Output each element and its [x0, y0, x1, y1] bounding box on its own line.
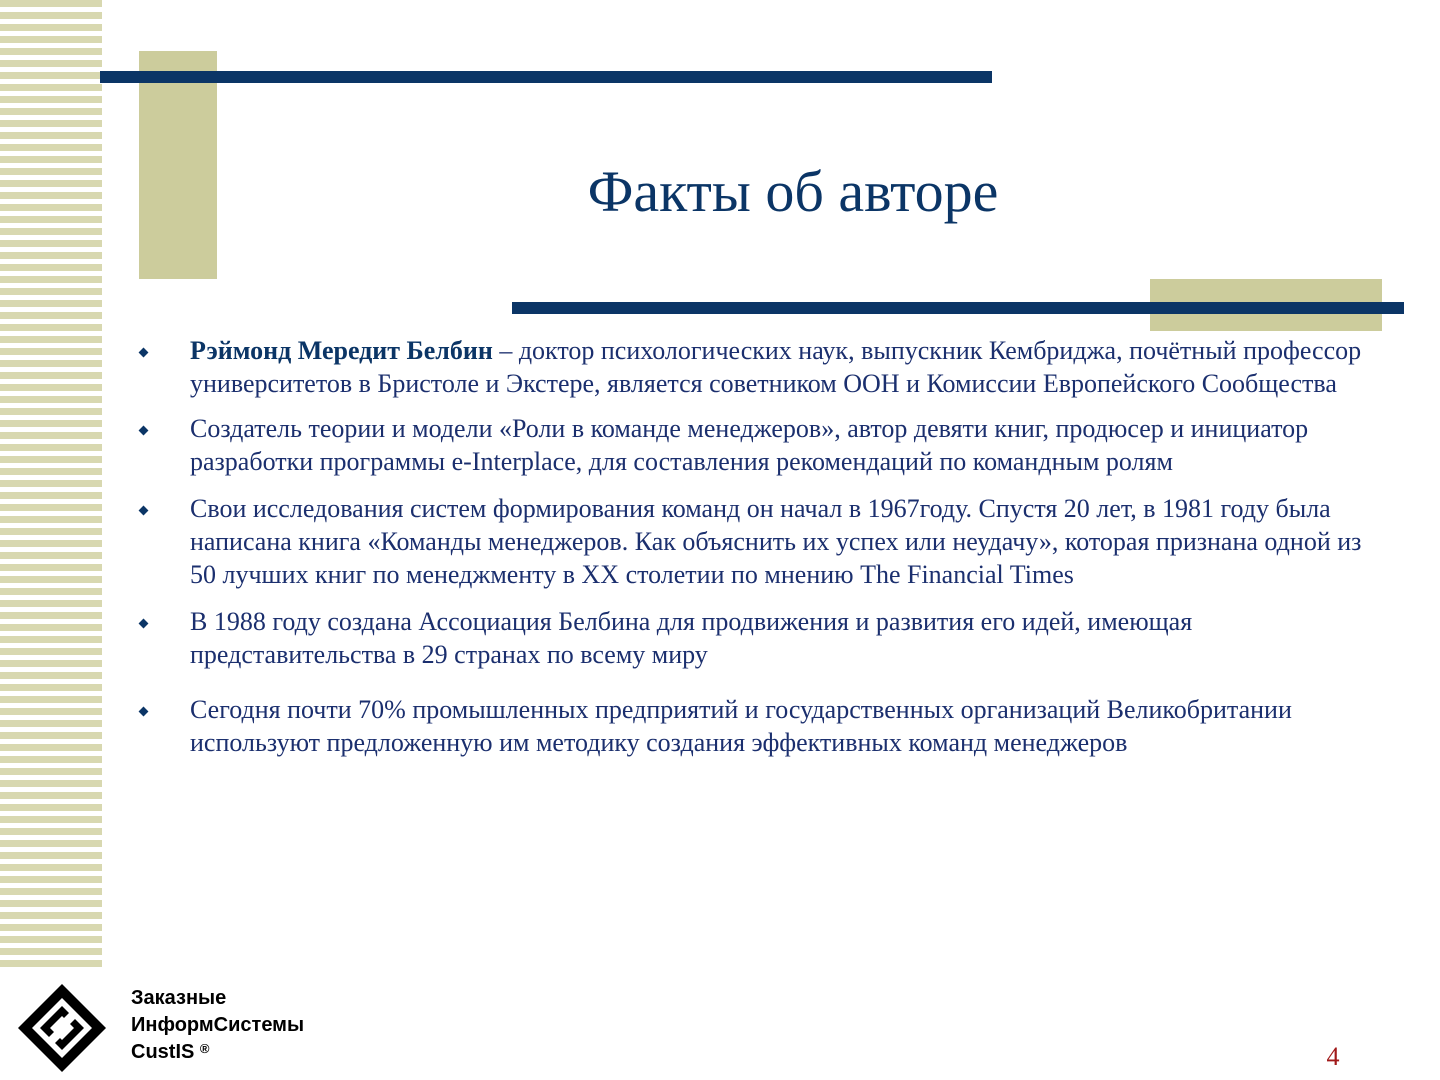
bullet-item	[130, 492, 1380, 591]
bullet-text: Свои исследования систем формирования команд он начал в 1967году. Спустя 20 лет, в 1981 году была написана книга «Команды менеджеров. Как объяснить их успех или неудачу», которая признана одной из 50 лучших книг по менеджменту в XX столетии по мнению The Financial Times	[190, 494, 1362, 589]
decorative-stripes	[0, 0, 102, 970]
company-name-line1: Заказные	[131, 987, 227, 1009]
bullet-item	[130, 334, 1380, 400]
decorative-navy-bar-top	[100, 71, 992, 83]
bullet-item	[130, 412, 1380, 478]
bullet-text: В 1988 году создана Ассоциация Белбина для продвижения и развития его идей, имеющая представительства в 29 странах по всему миру	[190, 607, 1193, 669]
custis-logo-icon	[18, 984, 106, 1072]
company-name-line2: ИнформСистемы	[131, 1014, 305, 1036]
registered-mark: ®	[199, 1041, 210, 1056]
slide-title: Факты об авторе	[587, 159, 999, 224]
decorative-olive-block-top	[139, 51, 217, 279]
diamond-bullet-icon	[139, 348, 149, 358]
bullet-text: Создатель теории и модели «Роли в команде менеджеров», автор девяти книг, продюсер и инициатор разработки программы e-Interplace, для составления рекомендаций по командным ролям	[190, 414, 1309, 476]
page-number: 4	[1326, 1042, 1340, 1071]
bullet-item	[130, 605, 1380, 671]
company-name	[131, 985, 304, 1066]
bullet-text: – доктор психологических наук, выпускник Кембриджа, почётный профессор университетов в Бристоле и Экстере, является советником ООН и Комиссии Европейского Сообщества	[190, 336, 1362, 398]
bullet-lead: Рэймонд Мередит Белбин	[190, 336, 493, 365]
diamond-bullet-icon	[139, 707, 149, 717]
diamond-bullet-icon	[139, 426, 149, 436]
diamond-bullet-icon	[139, 619, 149, 629]
company-name-line3: CustIS	[131, 1041, 195, 1063]
bullet-text: Сегодня почти 70% промышленных предприятий и государственных организаций Великобритании используют предложенную им методику создания эффективных команд менеджеров	[190, 695, 1292, 757]
bullet-list	[130, 334, 1380, 759]
diamond-bullet-icon	[139, 506, 149, 516]
bullet-item	[130, 693, 1380, 759]
decorative-navy-bar-bottom	[512, 302, 1404, 314]
